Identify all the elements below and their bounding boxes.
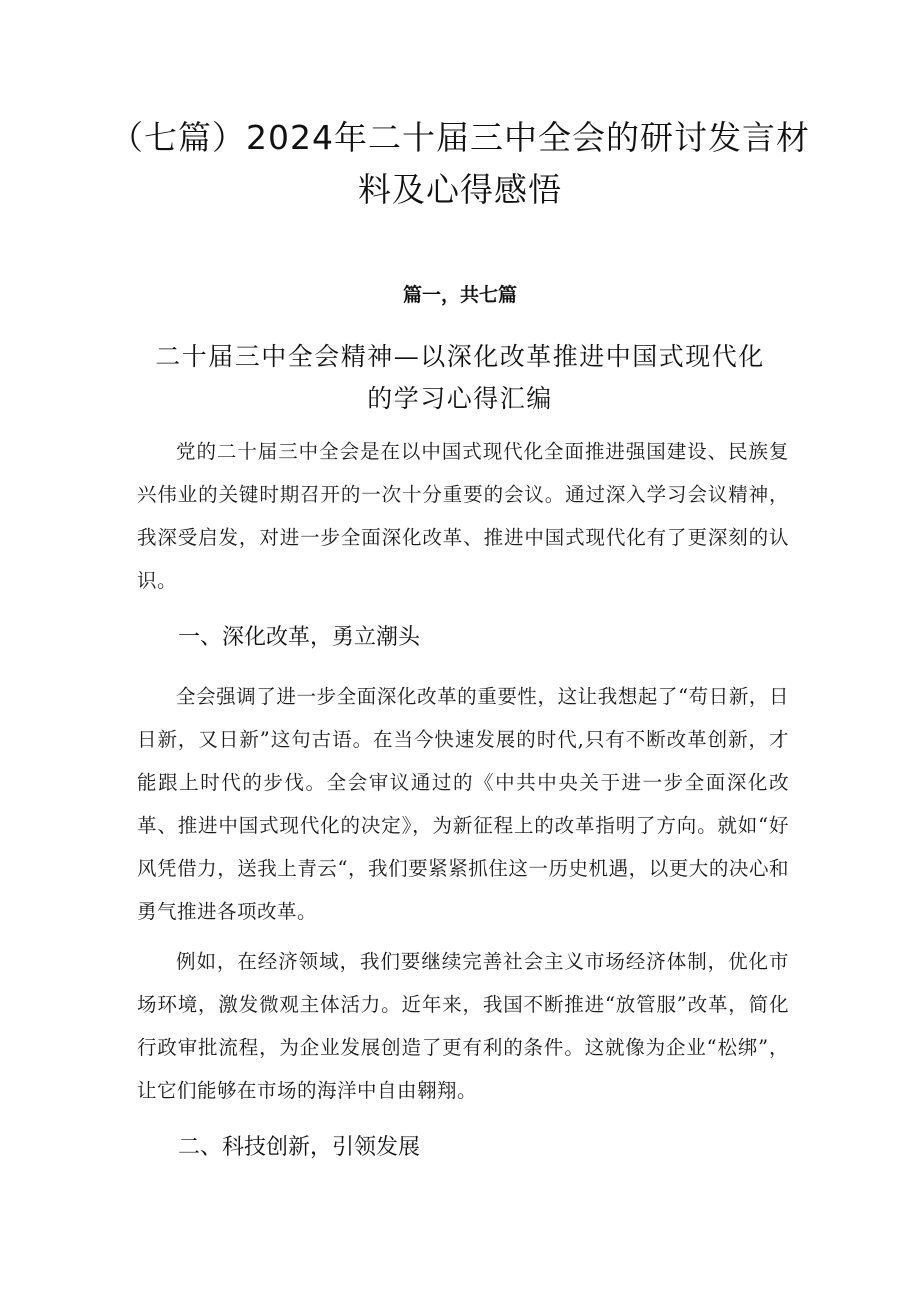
intro-paragraph: 党的二十届三中全会是在以中国式现代化全面推进强国建设、民族复兴伟业的关键时期召开的一次十分重要的会议。通过深入学习会议精神，我深受启发，对进一步全面深化改革、推进中国式现代化有了更深刻的认识。 <box>137 440 789 592</box>
section-1-paragraph-2: 例如，在经济领域，我们要继续完善社会主义市场经济体制，优化市场环境，激发微观主体活力。近年来，我国不断推进“放管服”改革，简化行政审批流程，为企业发展创造了更有利的条件。这就像为企业“松绑”，让它们能够在市场的海洋中自由翱翔。 <box>137 950 789 1102</box>
document-title: （七篇）2024年二十届三中全会的研讨发言材料及心得感悟 <box>110 118 810 209</box>
section-1-paragraph-1: 全会强调了进一步全面深化改革的重要性，这让我想起了“苟日新，日日新，又日新”这句古语。在当今快速发展的时代,只有不断改革创新，才能跟上时代的步伐。全会审议通过的《中共中央关于进一步全面深化改革、推进中国式现代化的决定》，为新征程上的改革指明了方向。就如“好风凭借力，送我上青云“，我们要紧紧抓住这一历史机遇，以更大的决心和勇气推进各项改革。 <box>137 685 789 923</box>
section-heading-2: 二、科技创新，引领发展 <box>178 1135 421 1160</box>
article-subtitle: 二十届三中全会精神—以深化改革推进中国式现代化的学习心得汇编 <box>155 342 765 413</box>
section-heading-1: 一、深化改革，勇立潮头 <box>178 625 421 650</box>
part-label: 篇一，共七篇 <box>402 284 517 306</box>
